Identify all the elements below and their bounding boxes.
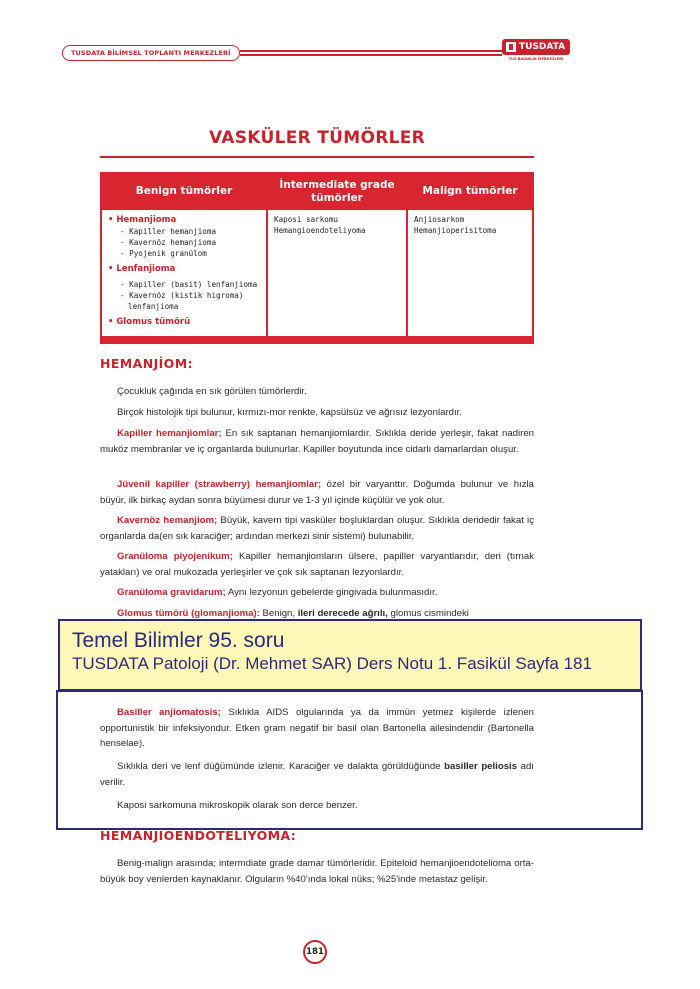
paragraph: Granüloma gravidarum; Aynı lezyonun gebelerde gingivada bulunmasıdır. <box>117 587 438 598</box>
list-item: Hemangioendoteliyoma <box>274 226 366 235</box>
list-item: Hemanjioperisitoma <box>414 226 497 235</box>
logo-text: TUSDATA <box>519 42 566 52</box>
table-cell-benign <box>102 210 266 336</box>
page-number: 181 <box>303 940 327 964</box>
highlight-frame <box>56 690 643 830</box>
paragraph: Kavernöz hemanjiom; Büyük, kavern tipi vasküler boşluklardan oluşur. Sıklıkla deridedir fakat iç organlarda da(en sık karaciğer; ardından merkezi sinir sistemi) bulunabilir. <box>100 515 534 542</box>
paragraph: Jüvenil kapiller (strawberry) hemanjiomlar; özel bir varyanttır. Doğumda bulunur ve hızla büyür, ilk birkaç aydan sonra büyümesi durur ve 1-3 yıl içinde küçülür ve yok olur. <box>100 479 534 506</box>
paragraph: Birçok histolojik tipi bulunur, kırmızı-mor renkte, kapsülsüz ve ağrısız lezyonlardır. <box>117 407 462 418</box>
question-reference: Temel Bilimler 95. soru <box>72 629 285 652</box>
table-cell-intermediate <box>268 210 406 336</box>
logo-box <box>502 39 570 55</box>
title-rule <box>100 156 534 158</box>
term: Jüvenil kapiller (strawberry) hemanjiomlar; <box>117 479 322 490</box>
page-title: VASKÜLER TÜMÖRLER <box>208 128 426 148</box>
header-rule <box>240 54 502 56</box>
term: Glomus tümörü (glomanjioma): <box>117 608 260 619</box>
table-header-benign: Benign tümörler <box>135 185 233 197</box>
paragraph: Çocukluk çağında en sık görülen tümörlerdir. <box>117 386 307 397</box>
term: Basiller anjiomatosis; <box>117 707 221 718</box>
question-reference-box <box>58 619 642 691</box>
tumor-table <box>100 172 534 344</box>
paragraph: Granüloma piyojenikum; Kapiller hemanjiomların ülsere, papiller varyantlarıdır, deri (tırnak yatakları) ve oral mukozada yerleşirler ve çok sık saptanan lezyonlardır. <box>100 551 534 578</box>
list-item-lenfanjioma: • Lenfanjioma <box>108 264 260 275</box>
paragraph: Kapiller hemanjiomlar; En sık saptanan hemanjiomlardır. Sıklıkla deride yerleşir, fakat nadiren muköz membranlar ve iç organlarda bulunurlar. Kapiller boyutunda ince cidarlı damarlardan oluşur. <box>100 428 534 455</box>
section-title-hemanjiom: HEMANJİOM: <box>100 356 193 371</box>
logo-subtext: TUS BASINLIK MERKEZLERI <box>508 57 564 61</box>
list-subitem: - Kavernöz (kistik higroma) lenfanjioma <box>108 290 260 312</box>
paragraph: Kaposi sarkomuna mikroskopik olarak son derce benzer. <box>117 800 358 811</box>
tusdata-logo <box>502 39 570 65</box>
table-header-intermediate: İntermediate grade tümörler <box>279 178 395 204</box>
header-rule <box>240 50 502 52</box>
list-subitem: - Pyojenik granülom <box>108 248 260 259</box>
term: Kavernöz hemanjiom; <box>117 515 218 526</box>
list-subitem: - Kapiller hemanjioma <box>108 226 260 237</box>
list-item: Kaposi sarkomu <box>274 215 339 224</box>
list-item-hemanjioma: • Hemanjioma <box>108 215 260 226</box>
paragraph: Sıklıkla deri ve lenf düğümünde izlenir. Karaciğer ve dalakta görüldüğünde basiller peliosis adı verilir. <box>100 761 534 788</box>
logo-mark-icon <box>506 42 516 52</box>
term: Kapiller hemanjiomlar; <box>117 428 222 439</box>
table-header-malign: Malign tümörler <box>422 185 518 197</box>
list-subitem: - Kapiller (basit) lenfanjioma <box>108 279 260 290</box>
list-subitem: - Kavernöz hemanjioma <box>108 237 260 248</box>
term: Granüloma gravidarum; <box>117 587 226 598</box>
section-title-hemanjioendoteliyoma: HEMANJIOENDOTELIYOMA: <box>100 828 297 843</box>
paragraph: Glomus tümörü (glomanjioma): Benign, ileri derecede ağrılı, glomus cismindeki <box>117 608 469 619</box>
header-label: TUSDATA BİLİMSEL TOPLANTI MERKEZLERİ <box>62 45 240 61</box>
table-cell-malign <box>408 210 532 336</box>
source-reference: TUSDATA Patoloji (Dr. Mehmet SAR) Ders Notu 1. Fasikül Sayfa 181 <box>72 654 592 673</box>
list-item: Anjiosarkom <box>414 215 465 224</box>
term: Granüloma piyojenikum; <box>117 551 233 562</box>
paragraph: Basiller anjiomatosis; Sıklıkla AIDS olgularında ya da immün yetmez kişilerde izlenen opportunistik bir infeksiyondur. Etken gram negatif bir basil olan Bartonella ailesindendir (Bartonella henselae). <box>100 707 534 749</box>
paragraph: Benig-malign arasında; intermdiate grade damar tümörleridir. Epiteloid hemanjioendotelioma orta-büyük boy venlerden kaynaklanır. Olguların %40'ında lokal nüks; %25'inde metastaz gelişir. <box>100 858 534 885</box>
list-item-glomus: • Glomus tümörü <box>108 317 260 328</box>
